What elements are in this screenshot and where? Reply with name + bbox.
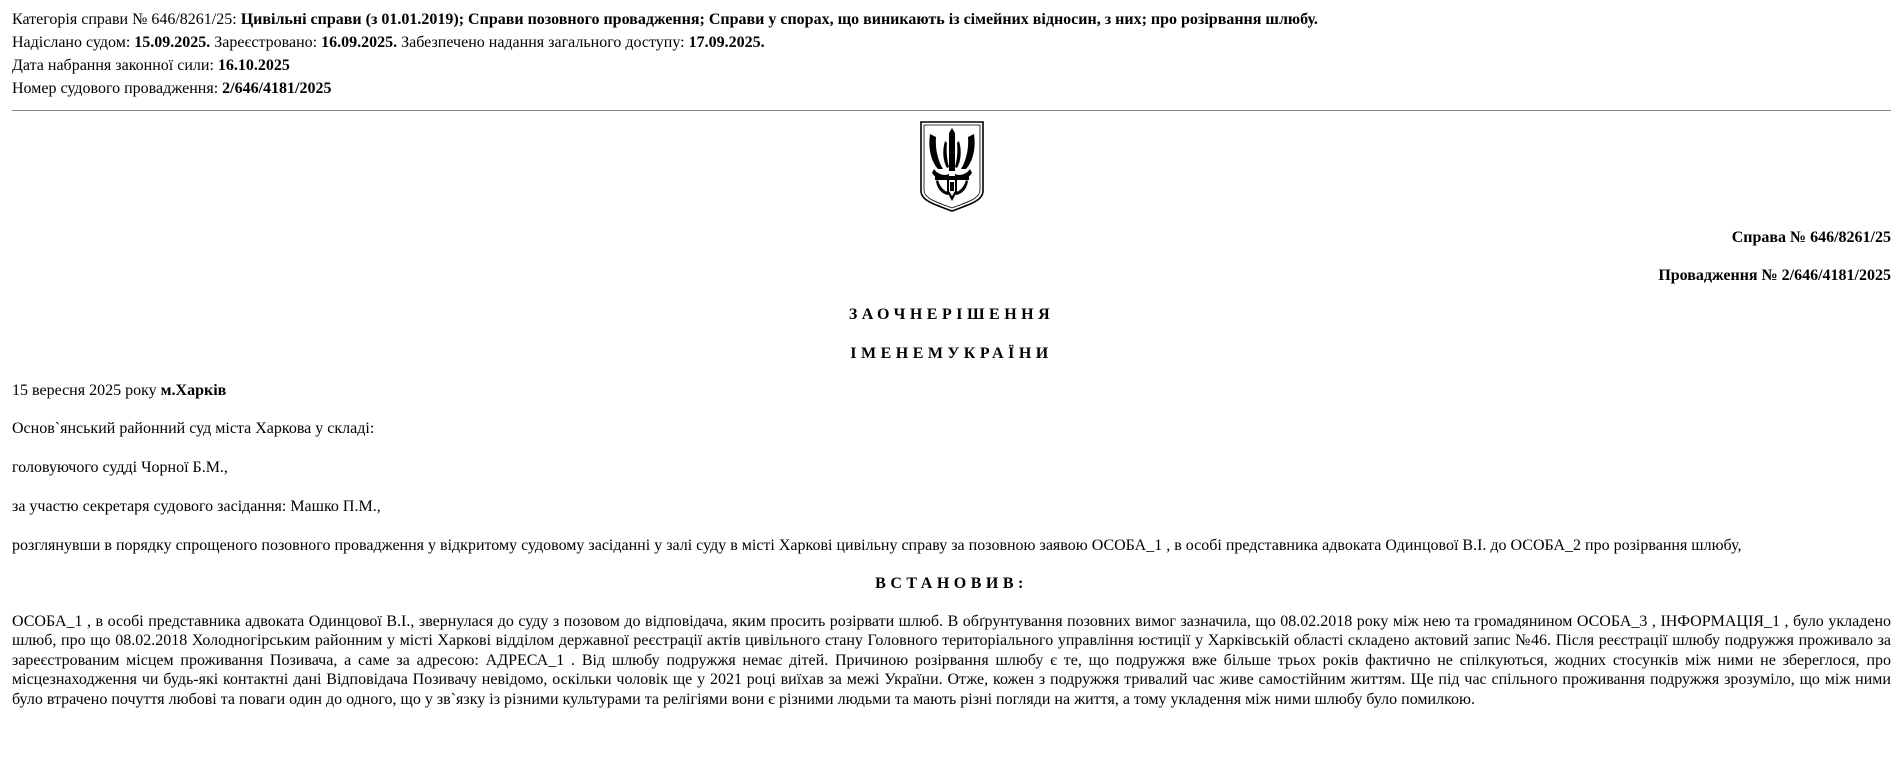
case-category-label: Категорія справи № 646/8261/25: bbox=[12, 11, 241, 28]
proceeding-number: Провадження № 2/646/4181/2025 bbox=[1658, 267, 1891, 284]
registered-label: Зареєстровано: bbox=[210, 34, 322, 51]
effective-date-line bbox=[12, 54, 1891, 77]
proceeding-number-value: 2/646/4181/2025 bbox=[222, 80, 332, 97]
decision-city: м.Харків bbox=[160, 382, 227, 399]
claim-paragraph: ОСОБА_1 , в особі представника адвоката Одинцової В.І., звернулася до суду з позовом до відповідача, яким просить розірвати шлюб. В обґрунтування позовних вимог зазначила, що 08.02.2018 року між нею та громадянином ОСОБА_3 , ІНФОРМАЦІЯ_1 , було укладено шлюб, про що 08.02.2018 Холодногірським районним у місті Харкові відділом державної реєстрації актів цивільного стану Головного територіального управління юстиції у Харківській області складено актовий запис №46. Після реєстрації шлюбу подружжя проживало за зареєстрованим місцем проживання Позивача, а саме за адресою: АДРЕСА_1 . Від шлюбу подружжя немає дітей. Причиною розірвання шлюбу є те, що подружжя вже більше трьох років фактично не спілкуються, жодних стосунків між ними не збереглося, про місцезнаходження чи будь-які контактні дані Відповідача Позивачу невідомо, оскільки чоловік ще у 2021 році виїхав за межі України. Отже, кожен з подружжя тривалий час живе самостійним життям. Ще під час спільного проживання подружжя зрозуміло, що між ними було втрачено почуття любові та поваги один до одного, що у зв`язку із різними культурами та релігіями вони є різними людьми та мають різні погляди на життя, а тому укладення між ними шлюбу було помилкою. bbox=[12, 612, 1891, 708]
decision-date: 15 вересня 2025 року bbox=[12, 382, 161, 399]
court-name: Основ`янський районний суд міста Харкова у складі: bbox=[12, 420, 375, 437]
dates-line bbox=[12, 31, 1891, 54]
registered-date: 16.09.2025. bbox=[321, 34, 398, 51]
case-category-line bbox=[12, 8, 1891, 31]
presiding-judge: головуючого судді Чорної Б.М., bbox=[12, 459, 228, 476]
coat-of-arms-of-ukraine-icon bbox=[918, 119, 986, 213]
case-number: Справа № 646/8261/25 bbox=[1731, 229, 1891, 246]
effective-date-value: 16.10.2025 bbox=[217, 57, 290, 74]
considered-paragraph: розглянувши в порядку спрощеного позовного провадження у відкритому судовому засіданні у залі суду в місті Харкові цивільну справу за позовною заявою ОСОБА_1 , в особі представника адвоката Одинцової В.І. до ОСОБА_2 про розірвання шлюбу, bbox=[12, 537, 1742, 554]
decision-date-line bbox=[12, 381, 1891, 401]
case-category-value: Цивільні справи (з 01.01.2019); Справи позовного провадження; Справи у спорах, що виникають із сімейних відносин, з них; про розірвання шлюбу. bbox=[240, 11, 1318, 28]
effective-date-label: Дата набрання законної сили: bbox=[12, 57, 218, 74]
public-access-date: 17.09.2025. bbox=[688, 34, 765, 51]
sent-label: Надіслано судом: bbox=[12, 34, 135, 51]
court-secretary: за участю секретаря судового засідання: Машко П.М., bbox=[12, 498, 381, 515]
emblem-container bbox=[12, 119, 1891, 213]
proceeding-number-line bbox=[12, 77, 1891, 100]
header-divider bbox=[12, 110, 1891, 111]
in-the-name-of-ukraine-title: ІМЕНЕМУКРАЇНИ bbox=[850, 345, 1053, 362]
established-title: ВСТАНОВИВ: bbox=[875, 574, 1028, 592]
decision-title: ЗАОЧНЕРІШЕННЯ bbox=[848, 306, 1055, 323]
proceeding-number-label: Номер судового провадження: bbox=[12, 80, 223, 97]
public-access-label: Забезпечено надання загального доступу: bbox=[397, 34, 689, 51]
sent-date: 15.09.2025. bbox=[134, 34, 211, 51]
